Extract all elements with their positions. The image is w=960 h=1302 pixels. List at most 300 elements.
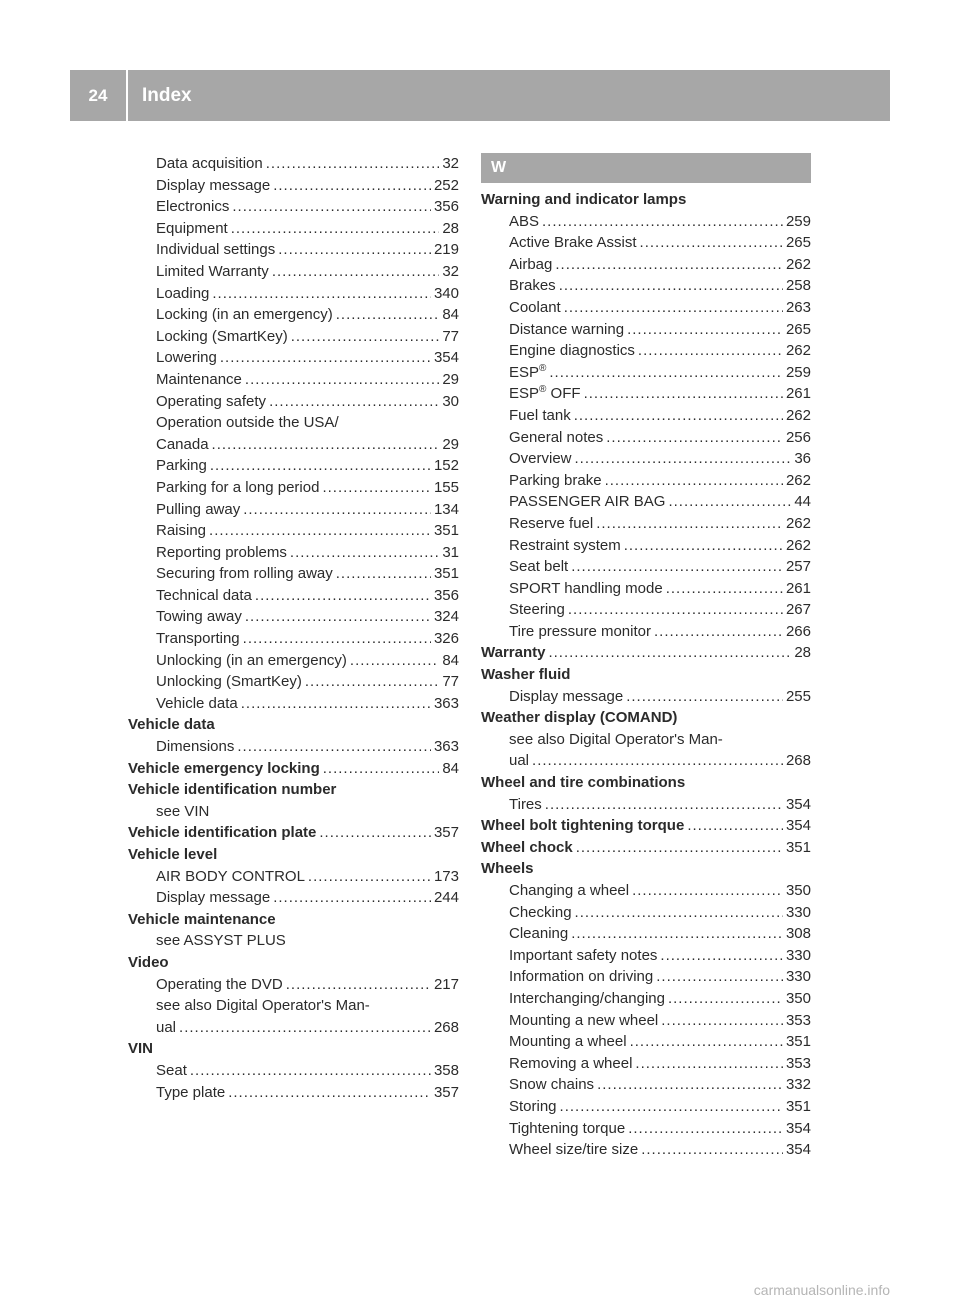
entry-label — [128, 758, 320, 780]
entry-label-text: Storing — [509, 1097, 557, 1115]
entry-label-text: Wheel bolt tightening torque — [481, 817, 685, 835]
index-entry — [128, 455, 459, 477]
entry-label-text: Checking — [509, 903, 572, 921]
entry-page-number: 77 — [442, 673, 459, 691]
entry-page-number: 258 — [785, 277, 811, 295]
leader-dots — [323, 758, 440, 780]
entry-label-text: Washer fluid — [481, 666, 571, 684]
page-number: 24 — [88, 85, 108, 105]
leader-dots — [291, 326, 440, 348]
entry-page-number: 356 — [433, 586, 459, 604]
entry-label-text: Reserve fuel — [509, 514, 594, 532]
entry-label-text: Parking brake — [509, 471, 602, 489]
index-entry — [481, 794, 811, 816]
index-heading — [128, 952, 459, 974]
entry-label-text: Steering — [509, 601, 565, 619]
section-letter-w: W — [481, 153, 811, 183]
leader-dots — [571, 923, 783, 945]
index-entry — [128, 239, 459, 261]
entry-label-text: Vehicle data — [128, 716, 215, 734]
entry-label-text: Seat — [156, 1061, 187, 1079]
leader-dots — [596, 513, 783, 535]
entry-label — [156, 477, 319, 499]
leader-dots — [273, 175, 431, 197]
entry-label-text: Maintenance — [156, 370, 242, 388]
entry-label-suffix: OFF — [546, 385, 581, 403]
entry-label — [509, 750, 529, 772]
index-entry — [481, 1010, 811, 1032]
entry-page-number: 330 — [785, 968, 811, 986]
entry-label — [156, 995, 370, 1017]
entry-page-number: 354 — [433, 349, 459, 367]
index-entry — [128, 671, 459, 693]
leader-dots — [687, 815, 783, 837]
index-heading — [128, 844, 459, 866]
index-heading — [128, 758, 459, 780]
leader-dots — [597, 1074, 783, 1096]
entry-label — [156, 326, 288, 348]
entry-label-text: PASSENGER AIR BAG — [509, 493, 666, 511]
leader-dots — [286, 974, 431, 996]
leader-dots — [575, 902, 783, 924]
entry-page-number: 350 — [785, 882, 811, 899]
entry-page-number: 28 — [794, 644, 811, 662]
index-entry — [481, 319, 811, 341]
index-entry — [481, 405, 811, 427]
entry-label-text: Equipment — [156, 219, 228, 237]
entry-label — [509, 923, 568, 945]
entry-page-number: 358 — [433, 1061, 459, 1079]
index-heading — [128, 779, 459, 801]
leader-dots — [305, 671, 439, 693]
index-entry — [481, 232, 811, 254]
entry-label — [156, 1082, 225, 1104]
entry-label — [156, 412, 339, 434]
entry-label-text: Vehicle identification number — [128, 781, 337, 799]
index-entry — [481, 491, 811, 513]
entry-label-text: Unlocking (in an emergency) — [156, 651, 347, 669]
leader-dots — [632, 880, 783, 902]
leader-dots — [266, 153, 440, 175]
index-entry — [128, 261, 459, 283]
index-entry — [481, 470, 811, 492]
entry-label-text: Interchanging/changing — [509, 989, 665, 1007]
entry-label-text: Mounting a new wheel — [509, 1011, 659, 1029]
index-entry — [481, 427, 811, 449]
index-entry — [481, 1118, 811, 1140]
entry-label — [509, 427, 603, 449]
index-entry — [481, 254, 811, 276]
page-header — [70, 70, 890, 121]
leader-dots — [228, 1082, 431, 1104]
index-heading — [128, 822, 459, 844]
entry-label-text: Overview — [509, 450, 572, 468]
leader-dots — [576, 837, 783, 859]
entry-label — [156, 542, 287, 564]
leader-dots — [237, 736, 431, 758]
index-entry — [481, 880, 811, 902]
entry-page-number: 324 — [433, 608, 459, 626]
leader-dots — [635, 1053, 783, 1075]
entry-label-text: Mounting a wheel — [509, 1033, 627, 1051]
index-entry — [481, 340, 811, 362]
entry-label — [128, 844, 217, 866]
leader-dots — [666, 578, 783, 600]
leader-dots — [350, 650, 439, 672]
leader-dots — [627, 319, 783, 341]
entry-label-text: Operating the DVD — [156, 975, 283, 993]
entry-page-number: 263 — [785, 298, 811, 316]
entry-page-number: 32 — [442, 155, 459, 172]
leader-dots — [575, 448, 792, 470]
entry-label — [156, 585, 252, 607]
entry-label-text: Display message — [156, 176, 271, 194]
entry-page-number: 351 — [433, 565, 459, 583]
entry-label — [509, 945, 657, 967]
entry-label-text: ABS — [509, 212, 540, 230]
entry-label — [509, 254, 552, 276]
entry-page-number: 31 — [442, 543, 459, 561]
leader-dots — [243, 499, 431, 521]
entry-label-text: Loading — [156, 284, 210, 302]
index-entry — [481, 902, 811, 924]
entry-label-text: see also Digital Operator's Man- — [509, 730, 723, 748]
index-heading — [481, 707, 811, 729]
index-entry — [481, 1096, 811, 1118]
entry-page-number: 351 — [433, 522, 459, 540]
entry-label-text: Wheel and tire combinations — [481, 774, 686, 792]
entry-label — [156, 391, 266, 413]
entry-label — [509, 988, 665, 1010]
entry-page-number: 267 — [785, 601, 811, 619]
index-entry — [128, 412, 459, 434]
entry-label — [156, 650, 347, 672]
entry-page-number: 363 — [433, 738, 459, 756]
leader-dots — [568, 599, 783, 621]
index-entries-w — [481, 189, 811, 1161]
entry-label-text: Tires — [509, 795, 542, 813]
index-entry — [481, 1031, 811, 1053]
leader-dots — [571, 556, 783, 578]
entry-label — [509, 1096, 557, 1118]
entry-page-number: 357 — [433, 824, 459, 842]
entry-page-number: 255 — [785, 687, 811, 705]
entry-label-text: AIR BODY CONTROL — [156, 867, 305, 885]
index-entry — [481, 556, 811, 578]
leader-dots — [190, 1060, 431, 1082]
entry-label — [509, 319, 624, 341]
entry-label-text: VIN — [128, 1040, 154, 1058]
entry-label-text: Parking for a long period — [156, 478, 320, 496]
entry-page-number: 256 — [785, 428, 811, 446]
entry-label-text: Vehicle maintenance — [128, 910, 276, 928]
leader-dots — [555, 254, 783, 276]
index-heading — [481, 858, 811, 880]
entry-page-number: 308 — [785, 925, 811, 943]
leader-dots — [560, 1096, 783, 1118]
leader-dots — [210, 455, 431, 477]
entry-page-number: 356 — [433, 198, 459, 216]
entry-label-text: Unlocking (SmartKey) — [156, 673, 302, 691]
entry-label-text: see VIN — [156, 802, 210, 820]
entry-label-text: Operating safety — [156, 392, 267, 410]
entry-label-text: Coolant — [509, 298, 561, 316]
entry-label — [481, 189, 686, 211]
entry-label-text: Video — [128, 953, 169, 971]
leader-dots — [290, 542, 439, 564]
entry-label-text: see also Digital Operator's Man- — [156, 997, 370, 1015]
entry-label-text: Technical data — [156, 586, 252, 604]
entry-label — [128, 779, 336, 801]
leader-dots — [624, 535, 783, 557]
entry-label — [509, 729, 723, 751]
entry-label — [509, 578, 663, 600]
leader-dots — [605, 470, 783, 492]
entry-label-text: Towing away — [156, 608, 242, 626]
entry-label — [156, 1060, 187, 1082]
leader-dots — [336, 304, 440, 326]
entry-page-number: 84 — [442, 306, 459, 324]
entry-label-text: Reporting problems — [156, 543, 287, 561]
entry-label-text: Limited Warranty — [156, 262, 269, 280]
index-heading — [481, 815, 811, 837]
leader-dots — [559, 275, 783, 297]
entry-label — [509, 1074, 594, 1096]
index-column-right — [481, 153, 811, 1161]
entry-label — [156, 499, 240, 521]
entry-label — [481, 858, 534, 880]
index-heading — [128, 909, 459, 931]
entry-label-text: Locking (in an emergency) — [156, 306, 333, 324]
leader-dots — [232, 196, 431, 218]
index-entry — [481, 966, 811, 988]
entry-page-number: 36 — [794, 450, 811, 468]
entry-label-text: Lowering — [156, 349, 217, 367]
registered-mark: ® — [539, 362, 547, 374]
entry-label-text: Airbag — [509, 255, 553, 273]
index-heading — [128, 1038, 459, 1060]
entry-label-text: SPORT handling mode — [509, 579, 663, 597]
leader-dots — [220, 347, 431, 369]
index-entry — [128, 477, 459, 499]
index-entry — [128, 520, 459, 542]
entry-label — [128, 952, 169, 974]
leader-dots — [549, 362, 783, 384]
entry-label — [509, 340, 635, 362]
index-entry — [128, 1082, 459, 1104]
leader-dots — [638, 340, 783, 362]
entry-page-number: 354 — [785, 1119, 811, 1137]
entry-page-number: 351 — [785, 1033, 811, 1051]
entry-label-text: General notes — [509, 428, 604, 446]
index-entry — [128, 974, 459, 996]
entry-label-text: Warning and indicator lamps — [481, 191, 687, 208]
entry-label — [509, 1010, 658, 1032]
leader-dots — [319, 822, 431, 844]
index-entry — [481, 988, 811, 1010]
entry-label — [156, 693, 238, 715]
leader-dots — [656, 966, 783, 988]
leader-dots — [668, 988, 783, 1010]
entry-page-number: 84 — [442, 651, 459, 669]
index-entry — [128, 153, 459, 175]
index-entry — [481, 686, 811, 708]
index-entry — [481, 383, 811, 405]
entry-label — [156, 175, 270, 197]
entry-label — [156, 455, 207, 477]
entry-label — [509, 1139, 638, 1161]
leader-dots — [272, 261, 440, 283]
entry-label — [156, 153, 263, 175]
entry-label — [128, 909, 276, 931]
entry-label — [156, 218, 228, 240]
entry-page-number: 262 — [785, 471, 811, 489]
entry-label-text: Engine diagnostics — [509, 342, 635, 360]
index-entry — [128, 801, 459, 823]
entry-label-text: Locking (SmartKey) — [156, 327, 288, 345]
entry-label — [509, 966, 653, 988]
entry-label-text: Data acquisition — [156, 155, 263, 172]
entry-label-text: Information on driving — [509, 968, 654, 986]
leader-dots — [548, 642, 791, 664]
index-entry — [128, 866, 459, 888]
entry-label-text: Display message — [156, 889, 271, 907]
leader-dots — [584, 383, 783, 405]
entry-label — [156, 239, 275, 261]
entry-page-number: 268 — [785, 752, 811, 770]
entry-label — [509, 448, 572, 470]
entry-label — [509, 902, 572, 924]
index-entry — [128, 175, 459, 197]
entry-label-text: Vehicle data — [156, 694, 238, 712]
leader-dots — [322, 477, 431, 499]
entry-label — [509, 513, 593, 535]
entry-page-number: 257 — [785, 558, 811, 576]
leader-dots — [606, 427, 783, 449]
entry-page-number: 29 — [442, 435, 459, 453]
index-heading — [481, 642, 811, 664]
entry-label — [509, 383, 581, 405]
entry-page-number: 353 — [785, 1011, 811, 1029]
entry-label-text: Brakes — [509, 277, 556, 295]
entry-page-number: 330 — [785, 946, 811, 964]
entry-label-text: Restraint system — [509, 536, 621, 554]
leader-dots — [255, 585, 431, 607]
index-entry — [128, 887, 459, 909]
entry-page-number: 261 — [785, 385, 811, 403]
entry-page-number: 29 — [442, 370, 459, 388]
entry-label — [156, 434, 209, 456]
index-entry — [481, 923, 811, 945]
leader-dots — [660, 945, 783, 967]
entry-label — [509, 535, 621, 557]
entry-label — [481, 772, 685, 794]
index-entry — [481, 621, 811, 643]
entry-label — [156, 801, 209, 823]
entry-label-text: ual — [509, 752, 530, 770]
leader-dots — [574, 405, 783, 427]
index-entry — [128, 434, 459, 456]
entry-page-number: 363 — [433, 694, 459, 712]
index-column-left — [128, 153, 459, 1103]
entry-page-number: 266 — [785, 622, 811, 640]
watermark: carmanualsonline.info — [753, 1282, 890, 1298]
index-entry — [481, 275, 811, 297]
leader-dots — [336, 563, 431, 585]
entry-label-text: Display message — [509, 687, 624, 705]
entry-page-number: 332 — [785, 1076, 811, 1094]
leader-dots — [209, 520, 431, 542]
entry-label — [509, 362, 546, 384]
entry-label-text: Vehicle identification plate — [128, 824, 317, 842]
entry-page-number: 259 — [785, 212, 811, 230]
entry-label-text: Weather display (COMAND) — [481, 709, 678, 727]
leader-dots — [241, 693, 431, 715]
entry-page-number: 262 — [785, 342, 811, 360]
leader-dots — [243, 628, 431, 650]
entry-page-number: 77 — [442, 327, 459, 345]
entry-label-text: Cleaning — [509, 925, 569, 943]
entry-page-number: 134 — [433, 500, 459, 518]
entry-label — [509, 232, 637, 254]
entry-page-number: 262 — [785, 255, 811, 273]
entry-label-text: Tire pressure monitor — [509, 622, 651, 640]
entry-label — [481, 664, 570, 686]
entry-label-text: Wheels — [481, 860, 534, 878]
entry-label-text: Snow chains — [509, 1076, 595, 1094]
entry-label — [128, 714, 215, 736]
entry-page-number: 351 — [785, 838, 811, 856]
leader-dots — [542, 211, 783, 233]
entry-page-number: 354 — [785, 817, 811, 835]
leader-dots — [269, 391, 439, 413]
entry-page-number: 354 — [785, 1141, 811, 1159]
index-entry — [481, 578, 811, 600]
index-entry — [128, 1017, 459, 1039]
entry-label-text: Important safety notes — [509, 946, 658, 964]
entry-label-text: Wheel chock — [481, 838, 573, 856]
entry-page-number: 268 — [433, 1018, 459, 1036]
entry-label — [156, 196, 229, 218]
index-entry — [128, 606, 459, 628]
entry-page-number: 84 — [442, 759, 459, 777]
entry-label — [509, 621, 651, 643]
index-entry — [128, 347, 459, 369]
entry-label — [509, 1118, 625, 1140]
entry-label-text: Seat belt — [509, 558, 569, 576]
index-entry — [128, 628, 459, 650]
index-entry — [128, 650, 459, 672]
leader-dots — [179, 1017, 431, 1039]
entry-page-number: 173 — [433, 867, 459, 885]
registered-mark: ® — [539, 384, 547, 396]
entry-label — [509, 880, 629, 902]
entry-page-number: 152 — [433, 457, 459, 475]
entry-label-text: Changing a wheel — [509, 882, 630, 899]
entry-page-number: 262 — [785, 536, 811, 554]
entry-page-number: 262 — [785, 514, 811, 532]
entry-page-number: 219 — [433, 241, 459, 259]
index-entry — [128, 1060, 459, 1082]
entry-page-number: 44 — [794, 493, 811, 511]
entry-page-number: 217 — [433, 975, 459, 993]
entry-page-number: 357 — [433, 1083, 459, 1101]
entry-label — [509, 599, 565, 621]
entry-page-number: 28 — [442, 219, 459, 237]
entry-label — [156, 606, 242, 628]
leader-dots — [532, 750, 783, 772]
entry-label-text: Warranty — [481, 644, 546, 662]
